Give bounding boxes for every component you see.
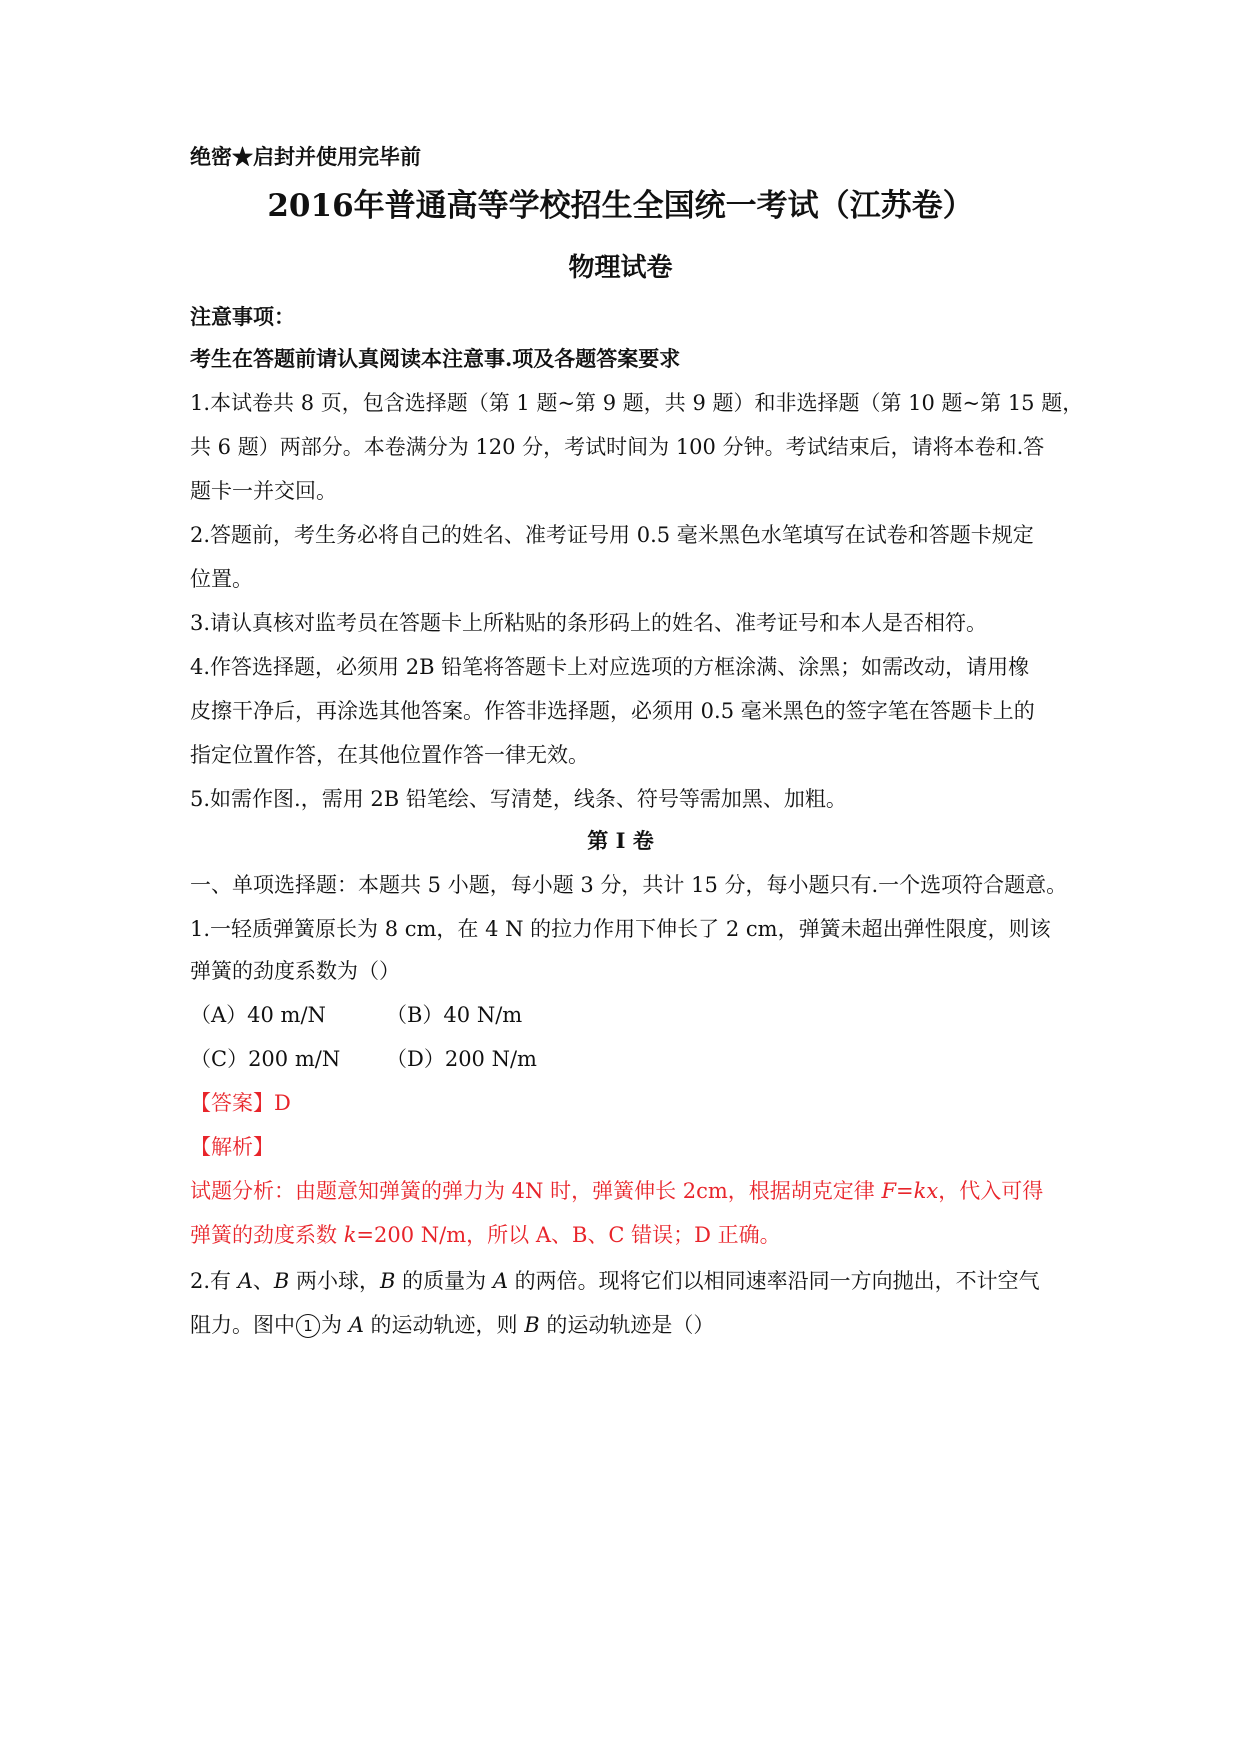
q1-stem-line1: 1.一轻质弹簧原长为 8 cm，在 4 N 的拉力作用下伸长了 2 cm，弹簧未超出弹性限度，则该 — [190, 917, 1051, 941]
notice-line: 位置。 — [190, 567, 253, 591]
notice-heading: 注意事项： — [190, 304, 295, 329]
ball-a-symbol: A — [492, 1269, 508, 1293]
notice-line: 题卡一并交回。 — [190, 479, 337, 503]
q2-text: 阻力。图中 — [190, 1313, 295, 1337]
analysis-text: ，代入可得 — [938, 1179, 1044, 1203]
q2-text: 的两倍。现将它们以相同速率沿同一方向抛出，不计空气 — [507, 1269, 1040, 1293]
notice-line: 皮擦干净后，再涂选其他答案。作答非选择题，必须用 0.5 毫米黑色的签字笔在答题卡上的 — [190, 699, 1035, 723]
q1-answer: 【答案】D — [190, 1091, 291, 1115]
q1-option-c: （C）200 m/N — [190, 1047, 341, 1071]
q1-analysis-line1 — [190, 1176, 1043, 1206]
spring-constant-symbol: k — [343, 1223, 357, 1247]
q2-text: 、 — [252, 1269, 274, 1293]
analysis-text: 试题分析：由题意知弹簧的弹力为 4N 时，弹簧伸长 2cm，根据胡克定律 — [190, 1179, 882, 1203]
notice-intro: 考生在答题前请认真阅读本注意事.项及各题答案要求 — [190, 346, 681, 371]
q2-text: 2.有 — [190, 1269, 238, 1293]
notice-line: 1.本试卷共 8 页，包含选择题（第 1 题~第 9 题，共 9 题）和非选择题（第 10 题~第 15 题， — [190, 391, 1084, 415]
notice-line: 2.答题前，考生务必将自己的姓名、准考证号用 0.5 毫米黑色水笔填写在试卷和答题卡规定 — [190, 523, 1034, 547]
q1-analysis-heading: 【解析】 — [190, 1135, 274, 1159]
ball-a-symbol: A — [237, 1269, 253, 1293]
q2-text: 的质量为 — [395, 1269, 493, 1293]
q1-option-b: （B）40 N/m — [386, 1003, 523, 1027]
notice-line: 4.作答选择题，必须用 2B 铅笔将答题卡上对应选项的方框涂满、涂黑；如需改动，请用橡 — [190, 655, 1030, 679]
q2-text: 为 — [321, 1313, 349, 1337]
part1-heading: 一、单项选择题：本题共 5 小题，每小题 3 分，共计 15 分，每小题只有.一个选项符合题意。 — [190, 873, 1068, 897]
ball-a-symbol: A — [348, 1313, 364, 1337]
exam-title: 2016年普通高等学校招生全国统一考试（江苏卷） — [267, 188, 974, 224]
q1-option-a: （A）40 m/N — [190, 1003, 326, 1027]
ball-b-symbol: B — [380, 1269, 396, 1293]
hooke-law-formula: F=kx — [881, 1179, 939, 1203]
subject-title: 物理试卷 — [568, 253, 673, 283]
notice-line: 共 6 题）两部分。本卷满分为 120 分，考试时间为 100 分钟。考试结束后，请将本卷和.答 — [190, 435, 1045, 459]
q1-analysis-line2 — [190, 1220, 781, 1250]
notice-line: 3.请认真核对监考员在答题卡上所粘贴的条形码上的姓名、准考证号和本人是否相符。 — [190, 611, 988, 635]
ball-b-symbol: B — [273, 1269, 290, 1293]
analysis-text: =200 N/m，所以 A、B、C 错误；D 正确。 — [356, 1223, 781, 1247]
q2-stem-line1 — [190, 1266, 1040, 1296]
q2-text: 的运动轨迹是（） — [539, 1313, 715, 1337]
volume-heading: 第 I 卷 — [587, 828, 654, 853]
q2-text: 的运动轨迹，则 — [363, 1313, 525, 1337]
q2-text: 两小球， — [289, 1269, 381, 1293]
notice-line: 指定位置作答，在其他位置作答一律无效。 — [190, 743, 589, 767]
q1-stem-line2: 弹簧的劲度系数为（） — [190, 959, 400, 983]
ball-b-symbol: B — [524, 1313, 540, 1337]
analysis-text: 弹簧的劲度系数 — [190, 1223, 344, 1247]
circled-number-one: 1 — [296, 1314, 320, 1338]
q2-stem-line2 — [190, 1310, 714, 1340]
notice-line: 5.如需作图.，需用 2B 铅笔绘、写清楚，线条、符号等需加黑、加粗。 — [190, 787, 847, 811]
q1-option-d: （D）200 N/m — [386, 1047, 537, 1071]
confidential-label: 绝密★启封并使用完毕前 — [190, 144, 421, 169]
